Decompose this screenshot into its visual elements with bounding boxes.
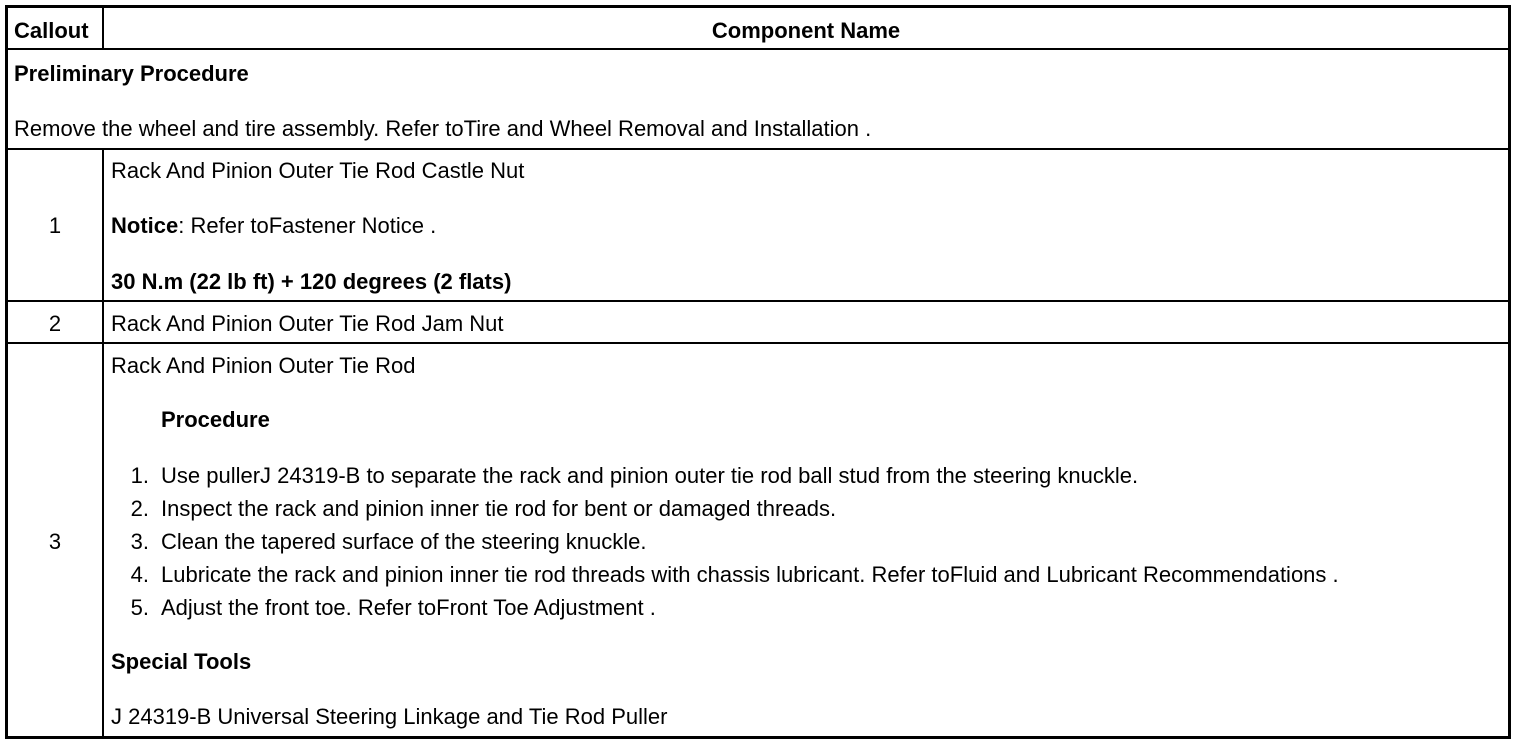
special-tools-text: J 24319-B Universal Steering Linkage and Tie Rod Puller bbox=[111, 704, 668, 729]
row2-callout: 2 bbox=[48, 311, 62, 336]
step-text: Adjust the front toe. Refer toFront Toe Adjustment . bbox=[161, 595, 656, 620]
header-component-name: Component Name bbox=[711, 18, 901, 43]
preliminary-title: Preliminary Procedure bbox=[14, 61, 249, 86]
row2-name: Rack And Pinion Outer Tie Rod Jam Nut bbox=[111, 311, 504, 336]
special-tools-title: Special Tools bbox=[111, 649, 252, 674]
row3-procedure-title: Procedure bbox=[161, 407, 270, 432]
row1-rule bbox=[8, 300, 1508, 302]
step-number: 1. bbox=[130, 463, 149, 488]
step-number: 4. bbox=[130, 562, 149, 587]
step-text: Clean the tapered surface of the steering knuckle. bbox=[161, 529, 647, 554]
row1-notice-label: Notice bbox=[111, 213, 179, 238]
step-text: Lubricate the rack and pinion inner tie rod threads with chassis lubricant. Refer toFluid and Lubricant Recommendations . bbox=[161, 562, 1339, 587]
preliminary-text: Remove the wheel and tire assembly. Refer toTire and Wheel Removal and Installation . bbox=[14, 116, 872, 141]
component-table bbox=[5, 5, 1511, 739]
callout-divider bbox=[102, 148, 104, 736]
header-divider bbox=[102, 8, 104, 48]
preliminary-rule bbox=[8, 148, 1508, 150]
row1-notice-text: : Refer toFastener Notice . bbox=[178, 213, 437, 238]
step-number: 2. bbox=[130, 496, 149, 521]
step-number: 5. bbox=[130, 595, 149, 620]
row3-name: Rack And Pinion Outer Tie Rod bbox=[111, 353, 416, 378]
row1-callout: 1 bbox=[48, 213, 62, 238]
row2-rule bbox=[8, 342, 1508, 344]
step-text: Use pullerJ 24319-B to separate the rack and pinion outer tie rod ball stud from the steering knuckle. bbox=[161, 463, 1139, 488]
row1-torque: 30 N.m (22 lb ft) + 120 degrees (2 flats) bbox=[111, 269, 512, 294]
row1-notice bbox=[111, 213, 436, 239]
step-number: 3. bbox=[130, 529, 149, 554]
step-text: Inspect the rack and pinion inner tie rod for bent or damaged threads. bbox=[161, 496, 837, 521]
row1-name: Rack And Pinion Outer Tie Rod Castle Nut bbox=[111, 158, 525, 183]
header-callout: Callout bbox=[14, 18, 89, 43]
row3-callout: 3 bbox=[48, 529, 62, 554]
header-rule bbox=[8, 48, 1508, 50]
